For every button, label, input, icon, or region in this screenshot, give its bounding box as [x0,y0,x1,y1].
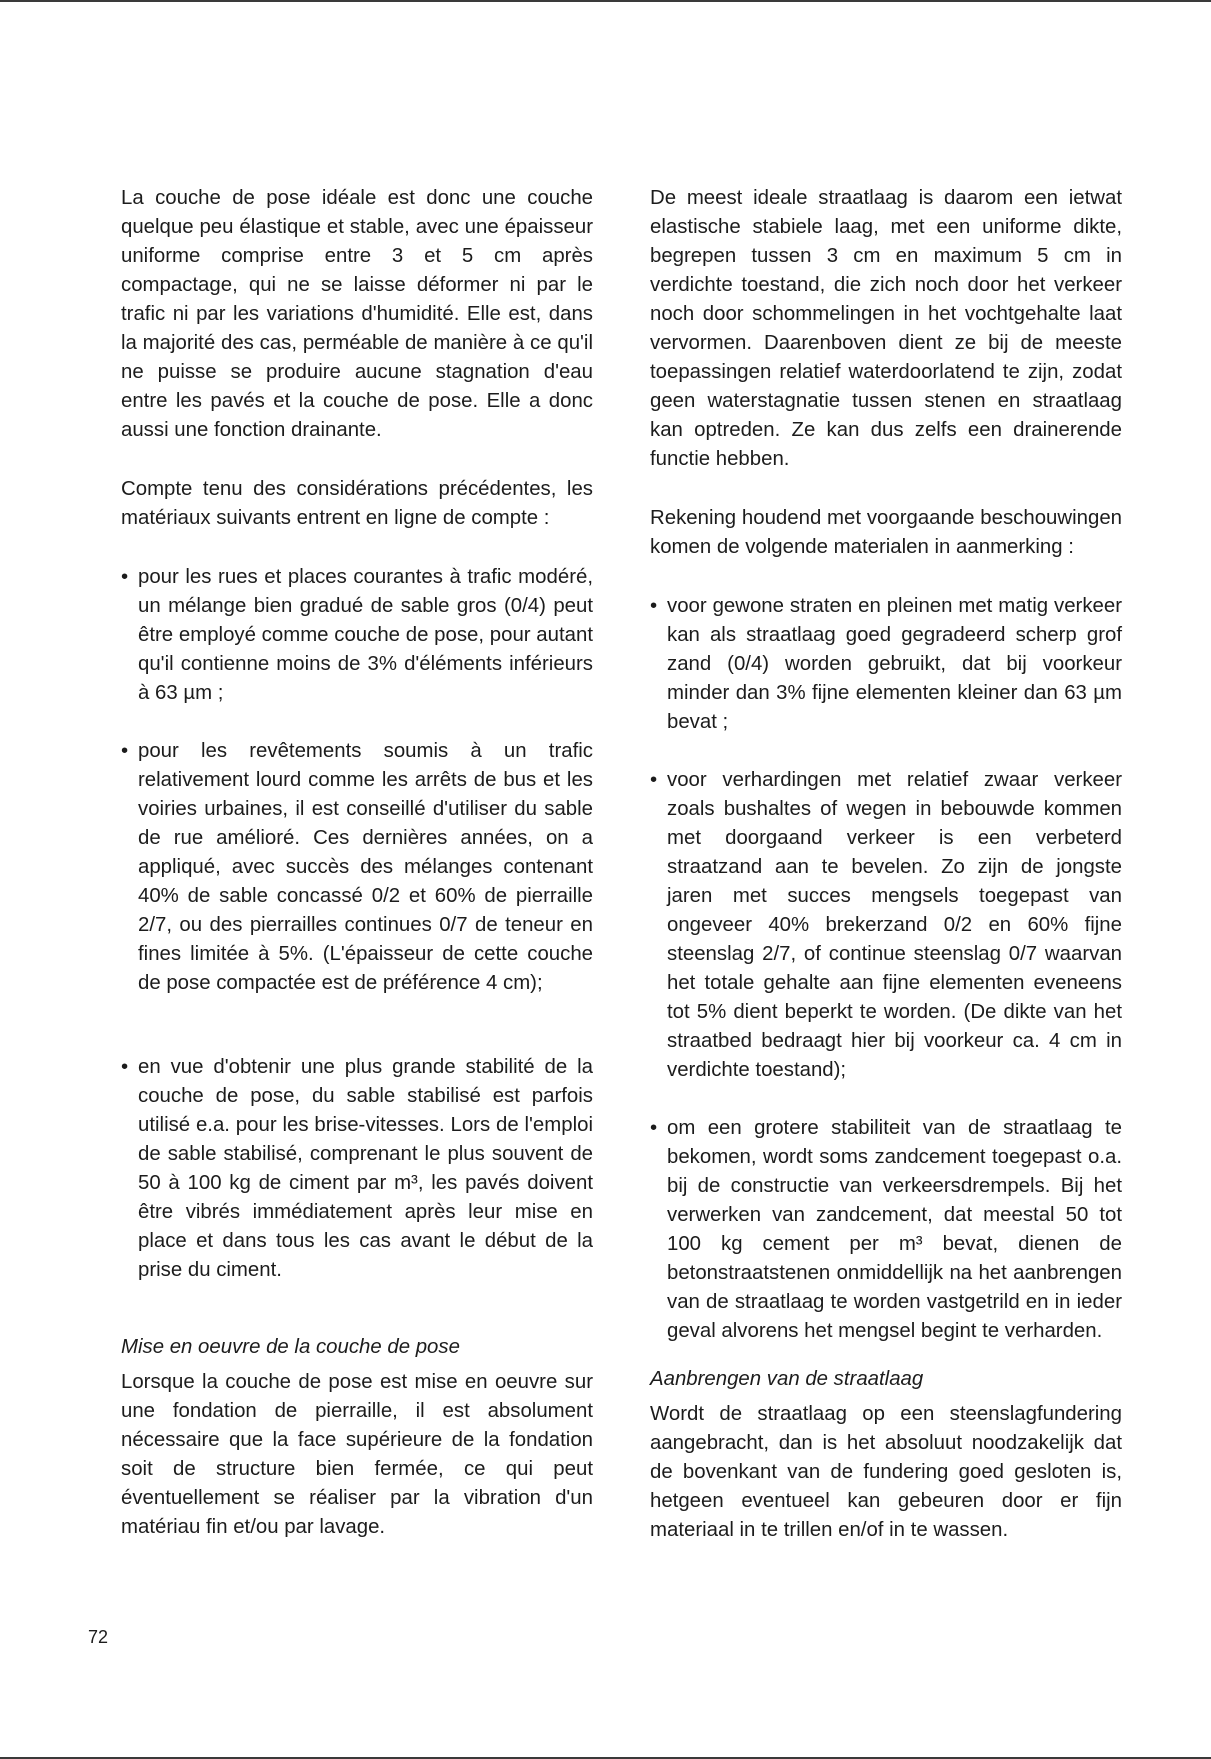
bullet-dot: • [650,769,658,791]
dutch-section-heading: Aanbrengen van de straatlaag [650,1368,924,1390]
dutch-intro-paragraph: De meest ideale straatlaag is daarom een ietwat elastische stabiele laag, met een uniforme dikte, begrepen tussen 3 cm en maximum 5 cm in verdichte toestand, die zich noch door het verkeer noch door schommelingen in het vochtgehalte laat vervormen. Daarenboven dient ze bij de meeste toepassingen relatief waterdoorlatend te zijn, zodat geen waterstagnatie tussen stenen en straatlaag kan optreden. Ze kan dus zelfs een drainerende functie hebben. [650,187,1122,470]
french-bullet-item [121,1053,593,1285]
french-bullet-text: en vue d'obtenir une plus grande stabilité de la couche de pose, du sable stabilisé est parfois utilisé e.a. pour les brise-vitesses. Lors de l'emploi de sable stabilisé, comprenant le plus souvent de 50 à 100 kg de ciment par m³, les pavés doivent être vibrés immédiatement après leur mise en place et dans tous les cas avant le début de la prise du ciment. [138,1056,593,1281]
french-bullet-text: pour les rues et places courantes à trafic modéré, un mélange bien gradué de sable gros (0/4) peut être employé comme couche de pose, pour autant qu'il contienne moins de 3% d'éléments inférieurs à 63 µm ; [138,566,593,704]
dutch-bullet-item [650,592,1122,737]
french-bullet-text: pour les revêtements soumis à un trafic relativement lourd comme les arrêts de bus et les voiries urbaines, il est conseillé d'utiliser du sable de rue amélioré. Ces dernières années, on a appliqué, avec succès des mélanges contenant 40% de sable concassé 0/2 et 60% de pierraille 2/7, ou des pierrailles continues 0/7 de teneur en fines limitée à 5%. (L'épaisseur de cette couche de pose compactée est de préférence 4 cm); [138,740,593,994]
bullet-dot: • [121,1056,129,1078]
dutch-closing-paragraph: Wordt de straatlaag op een steenslagfundering aangebracht, dan is het absoluut noodzakelijk dat de bovenkant van de fundering goed gesloten is, hetgeen eventueel kan gebeuren door er fijn materiaal in te trillen en/of in te wassen. [650,1403,1122,1541]
dutch-bullet-text: om een grotere stabiliteit van de straatlaag te bekomen, wordt soms zandcement toegepast o.a. bij de constructie van verkeersdrempels. Bij het verwerken van zandcement, dat meestal 50 tot 100 kg cement per m³ bevat, dienen de betonstraatstenen onmiddellijk na het aanbrengen van de straatlaag te worden vastgetrild en in ieder geval alvorens het mengsel begint te verharden. [667,1117,1122,1342]
bullet-dot: • [650,1117,658,1139]
bullet-dot: • [650,595,658,617]
dutch-bullet-text: voor verhardingen met relatief zwaar verkeer zoals bushaltes of wegen in bebouwde kommen met doorgaand verkeer is een verbeterd straatzand aan te bevelen. Zo zijn de jongste jaren met succes mengsels toegepast van ongeveer 40% brekerzand 0/2 en 60% fijne steenslag 2/7, of continue steenslag 0/7 waarvan het totale gehalte aan fijne elementen eveneens tot 5% dient beperkt te worden. (De dikte van het straatbed bedraagt hier bij voorkeur ca. 4 cm in verdichte toestand); [667,769,1122,1081]
dutch-bullet-text: voor gewone straten en pleinen met matig verkeer kan als straatlaag goed gegradeerd scherp grof zand (0/4) worden gebruikt, dat bij voorkeur minder dan 3% fijne elementen kleiner dan 63 µm bevat ; [667,595,1122,733]
french-intro-paragraph: La couche de pose idéale est donc une couche quelque peu élastique et stable, avec une épaisseur uniforme comprise entre 3 et 5 cm après compactage, qui ne se laisse déformer ni par le trafic ni par les variations d'humidité. Elle est, dans la majorité des cas, perméable de manière à ce qu'il ne puisse se produire aucune stagnation d'eau entre les pavés et la couche de pose. Elle a donc aussi une fonction drainante. [121,187,593,441]
page-top-edge [0,0,1211,2]
french-bullet-list [121,563,593,1285]
french-lead-paragraph: Compte tenu des considérations précédentes, les matériaux suivants entrent en ligne de compte : [121,478,593,529]
dutch-lead-paragraph: Rekening houdend met voorgaande beschouwingen komen de volgende materialen in aanmerking : [650,507,1122,558]
bullet-dot: • [121,740,129,762]
page-number: 72 [88,1627,109,1647]
dutch-column [650,184,1122,1545]
bullet-dot: • [121,566,129,588]
dutch-bullet-item [650,766,1122,1085]
dutch-bullet-list [650,592,1122,1346]
french-bullet-item [121,737,593,998]
french-column [121,184,593,1542]
french-section-heading: Mise en oeuvre de la couche de pose [121,1336,460,1358]
dutch-bullet-item [650,1114,1122,1346]
french-bullet-item [121,563,593,708]
french-closing-paragraph: Lorsque la couche de pose est mise en oeuvre sur une fondation de pierraille, il est absolument nécessaire que la face supérieure de la fondation soit de structure bien fermée, ce qui peut éventuellement se réaliser par la vibration d'un matériau fin et/ou par lavage. [121,1371,593,1538]
